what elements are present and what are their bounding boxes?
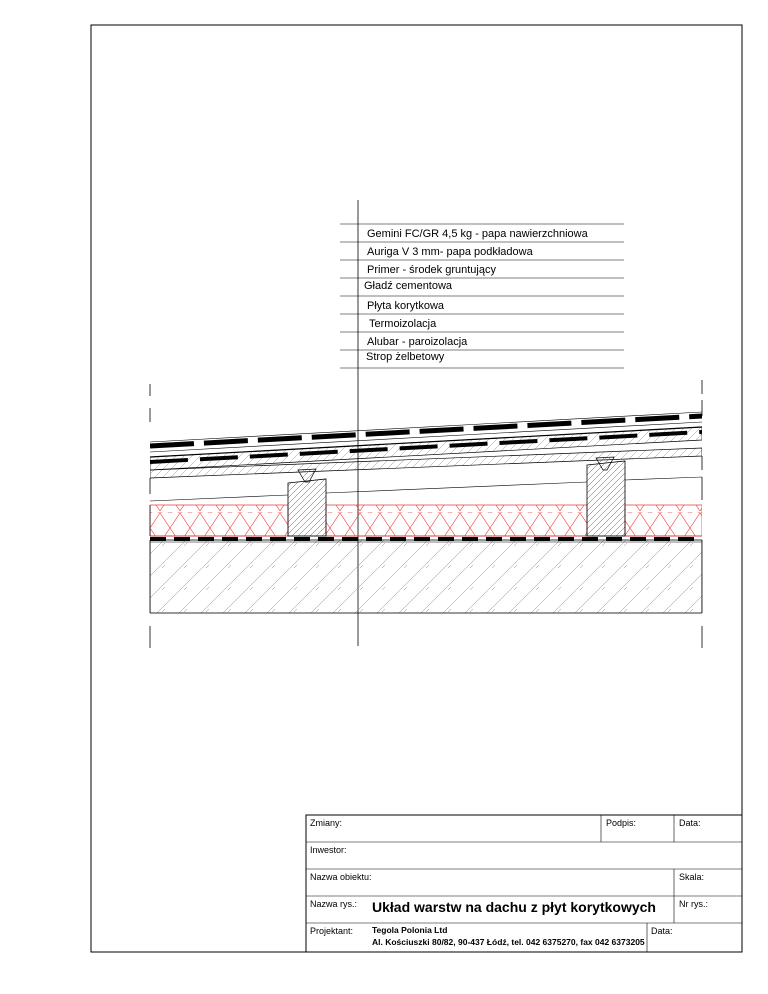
company-address: Al. Kościuszki 80/82, 90-437 Łódź, tel. 042 6375270, fax 042 6373205	[372, 937, 645, 947]
sheet-frame	[91, 25, 742, 952]
layer-label-3: Primer - środek gruntujący	[367, 264, 496, 276]
concrete-slab	[150, 540, 702, 613]
signature-label: Podpis:	[606, 818, 637, 828]
designer-label: Projektant:	[310, 926, 354, 936]
drawing-name-label: Nazwa rys.:	[310, 899, 358, 909]
scale-label: Skala:	[679, 872, 705, 882]
drawing-number-label: Nr rys.:	[679, 899, 708, 909]
layer-label-8: Strop żelbetowy	[366, 351, 445, 363]
investor-label: Inwestor:	[310, 845, 347, 855]
date-label: Data:	[679, 818, 701, 828]
drawing-title: Układ warstw na dachu z płyt korytkowych	[372, 899, 656, 915]
layer-label-7: Alubar - paroizolacja	[367, 336, 468, 348]
designer-date-label: Data:	[651, 926, 673, 936]
object-name-label: Nazwa obiektu:	[310, 872, 372, 882]
company-name: Tegola Polonia Ltd	[372, 925, 448, 935]
layer-label-1: Gemini FC/GR 4,5 kg - papa nawierzchniowa	[367, 228, 588, 240]
title-block	[306, 815, 742, 952]
thermal-insulation-middle	[326, 505, 587, 536]
plate-support-right	[587, 461, 625, 536]
thermal-insulation-right	[625, 505, 702, 536]
thermal-insulation-left	[150, 505, 288, 536]
changes-label: Zmiany:	[310, 818, 343, 828]
layer-label-5: Płyta korytkowa	[367, 300, 445, 312]
roof-section	[150, 412, 702, 613]
layer-label-2: Auriga V 3 mm- papa podkładowa	[367, 246, 533, 258]
plate-support-left	[288, 479, 326, 536]
layer-label-4: Gładź cementowa	[364, 280, 453, 292]
layer-label-6: Termoizolacja	[369, 318, 437, 330]
